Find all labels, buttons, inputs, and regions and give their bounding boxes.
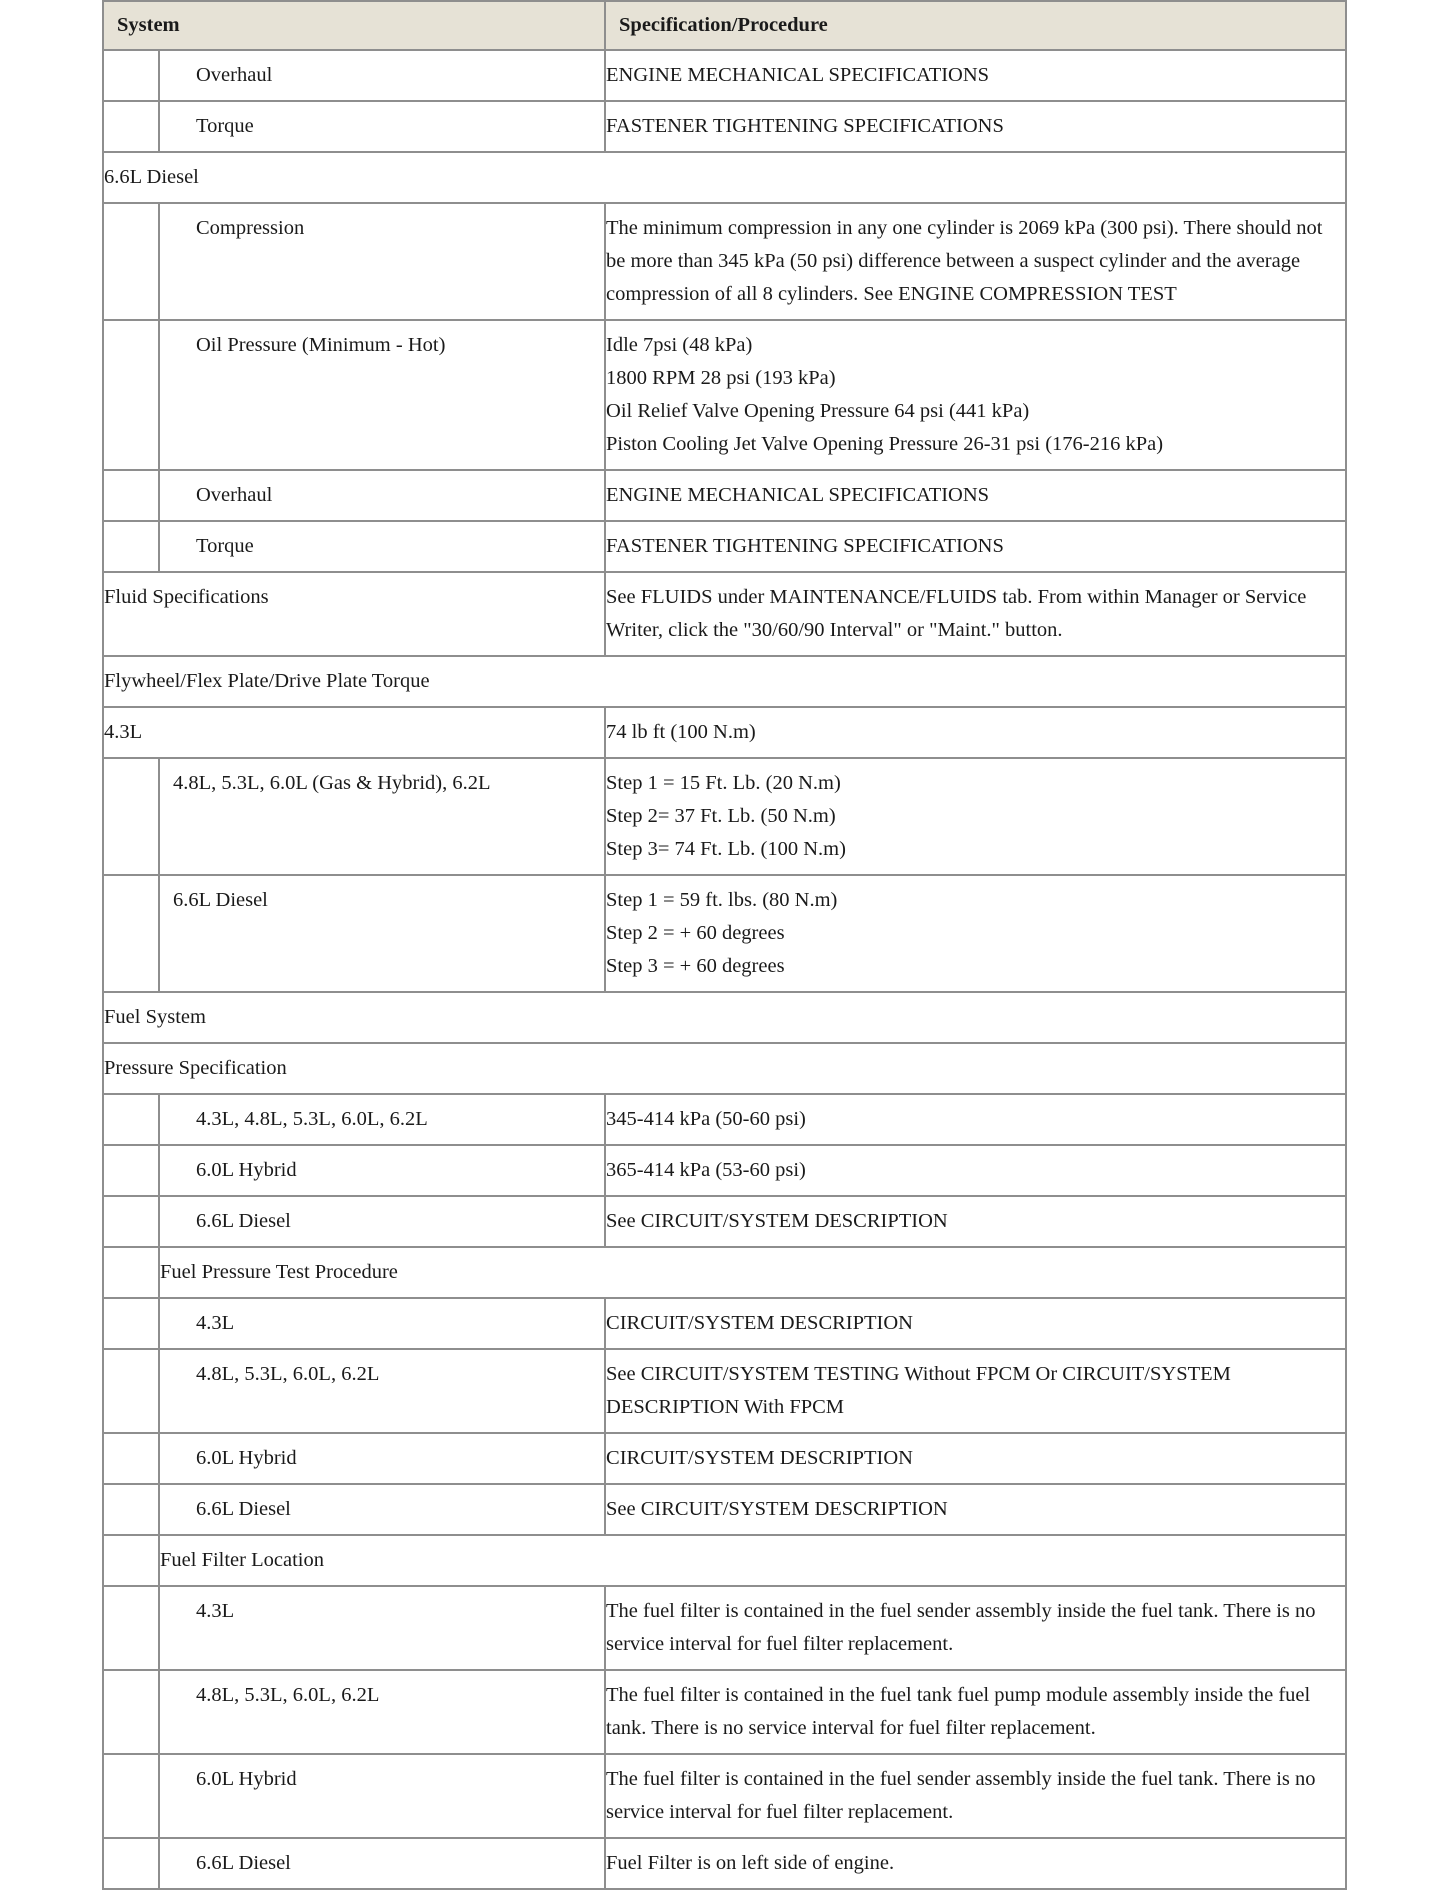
table-row xyxy=(103,875,1346,992)
table-row xyxy=(103,758,1346,875)
system-cell: Torque xyxy=(159,101,605,152)
system-cell: 4.3L, 4.8L, 5.3L, 6.0L, 6.2L xyxy=(159,1094,605,1145)
system-cell: 6.0L Hybrid xyxy=(159,1433,605,1484)
table-row xyxy=(103,521,1346,572)
system-cell: 4.3L xyxy=(159,1298,605,1349)
spec-line: Oil Relief Valve Opening Pressure 64 psi (441 kPa) xyxy=(606,400,1030,422)
system-cell: Pressure Specification xyxy=(103,1043,1346,1094)
spec-line: Idle 7psi (48 kPa) xyxy=(606,334,753,356)
header-row xyxy=(103,1,1346,50)
system-cell: 6.0L Hybrid xyxy=(159,1754,605,1838)
spec-cell: See CIRCUIT/SYSTEM TESTING Without FPCM Or CIRCUIT/SYSTEM DESCRIPTION With FPCM xyxy=(605,1349,1346,1433)
table-row xyxy=(103,1535,1346,1586)
system-cell: Overhaul xyxy=(159,50,605,101)
indent-cell xyxy=(103,1535,159,1586)
spec-cell: CIRCUIT/SYSTEM DESCRIPTION xyxy=(605,1433,1346,1484)
indent-cell xyxy=(103,1145,159,1196)
system-cell: 4.3L xyxy=(159,1586,605,1670)
indent-cell xyxy=(103,101,159,152)
system-cell: 4.8L, 5.3L, 6.0L (Gas & Hybrid), 6.2L xyxy=(159,758,605,875)
indent-cell xyxy=(103,1298,159,1349)
system-cell: 6.0L Hybrid xyxy=(159,1145,605,1196)
spec-line: Step 3= 74 Ft. Lb. (100 N.m) xyxy=(606,838,846,860)
spec-cell xyxy=(605,758,1346,875)
table-row xyxy=(103,1298,1346,1349)
table-row xyxy=(103,1433,1346,1484)
spec-line: Piston Cooling Jet Valve Opening Pressure 26-31 psi (176-216 kPa) xyxy=(606,433,1164,455)
system-cell: 6.6L Diesel xyxy=(103,152,1346,203)
spec-cell: CIRCUIT/SYSTEM DESCRIPTION xyxy=(605,1298,1346,1349)
spec-cell: 74 lb ft (100 N.m) xyxy=(605,707,1346,758)
indent-cell xyxy=(103,1484,159,1535)
table-row xyxy=(103,470,1346,521)
table-row xyxy=(103,1754,1346,1838)
indent-cell xyxy=(103,1196,159,1247)
system-cell: 4.3L xyxy=(103,707,605,758)
table-row xyxy=(103,101,1346,152)
table-row xyxy=(103,1349,1346,1433)
spec-cell: See CIRCUIT/SYSTEM DESCRIPTION xyxy=(605,1484,1346,1535)
indent-cell xyxy=(103,1349,159,1433)
spec-cell: The fuel filter is contained in the fuel tank fuel pump module assembly inside the fuel tank. There is no service interval for fuel filter replacement. xyxy=(605,1670,1346,1754)
indent-cell xyxy=(103,875,159,992)
system-cell: Fuel Pressure Test Procedure xyxy=(159,1247,1346,1298)
table-row xyxy=(103,152,1346,203)
system-cell: Oil Pressure (Minimum - Hot) xyxy=(159,320,605,470)
table-row xyxy=(103,656,1346,707)
table-row xyxy=(103,50,1346,101)
table-row xyxy=(103,320,1346,470)
system-cell: Fuel Filter Location xyxy=(159,1535,1346,1586)
system-cell: 6.6L Diesel xyxy=(159,875,605,992)
indent-cell xyxy=(103,470,159,521)
table-row xyxy=(103,707,1346,758)
spec-cell: ENGINE MECHANICAL SPECIFICATIONS xyxy=(605,470,1346,521)
spec-cell: FASTENER TIGHTENING SPECIFICATIONS xyxy=(605,521,1346,572)
indent-cell xyxy=(103,758,159,875)
system-cell: Compression xyxy=(159,203,605,320)
system-cell: Torque xyxy=(159,521,605,572)
spec-cell: FASTENER TIGHTENING SPECIFICATIONS xyxy=(605,101,1346,152)
spec-cell xyxy=(605,320,1346,470)
indent-cell xyxy=(103,1094,159,1145)
indent-cell xyxy=(103,1670,159,1754)
system-cell: Flywheel/Flex Plate/Drive Plate Torque xyxy=(103,656,1346,707)
spec-cell: ENGINE MECHANICAL SPECIFICATIONS xyxy=(605,50,1346,101)
indent-cell xyxy=(103,521,159,572)
spec-table xyxy=(102,0,1347,1890)
indent-cell xyxy=(103,50,159,101)
system-cell: Fluid Specifications xyxy=(103,572,605,656)
system-cell: 4.8L, 5.3L, 6.0L, 6.2L xyxy=(159,1670,605,1754)
spec-cell: 365-414 kPa (53-60 psi) xyxy=(605,1145,1346,1196)
spec-cell: See CIRCUIT/SYSTEM DESCRIPTION xyxy=(605,1196,1346,1247)
system-cell: 6.6L Diesel xyxy=(159,1484,605,1535)
spec-cell: Fuel Filter is on left side of engine. xyxy=(605,1838,1346,1889)
spec-cell: The fuel filter is contained in the fuel sender assembly inside the fuel tank. There is no service interval for fuel filter replacement. xyxy=(605,1586,1346,1670)
indent-cell xyxy=(103,203,159,320)
spec-line: Step 2= 37 Ft. Lb. (50 N.m) xyxy=(606,805,836,827)
table-row xyxy=(103,203,1346,320)
table-row xyxy=(103,1670,1346,1754)
table-row xyxy=(103,1043,1346,1094)
system-cell: 4.8L, 5.3L, 6.0L, 6.2L xyxy=(159,1349,605,1433)
spec-line: Step 3 = + 60 degrees xyxy=(606,955,785,977)
indent-cell xyxy=(103,1586,159,1670)
spec-cell: The fuel filter is contained in the fuel sender assembly inside the fuel tank. There is no service interval for fuel filter replacement. xyxy=(605,1754,1346,1838)
spec-line: Step 2 = + 60 degrees xyxy=(606,922,785,944)
system-cell: 6.6L Diesel xyxy=(159,1196,605,1247)
indent-cell xyxy=(103,1838,159,1889)
table-row xyxy=(103,1586,1346,1670)
header-system: System xyxy=(103,1,605,50)
spec-line: Step 1 = 59 ft. lbs. (80 N.m) xyxy=(606,889,838,911)
table-body xyxy=(103,50,1346,1889)
spec-cell: 345-414 kPa (50-60 psi) xyxy=(605,1094,1346,1145)
system-cell: Fuel System xyxy=(103,992,1346,1043)
indent-cell xyxy=(103,1247,159,1298)
table-row xyxy=(103,1196,1346,1247)
table-row xyxy=(103,1094,1346,1145)
spec-cell xyxy=(605,875,1346,992)
system-cell: 6.6L Diesel xyxy=(159,1838,605,1889)
system-cell: Overhaul xyxy=(159,470,605,521)
table-row xyxy=(103,992,1346,1043)
indent-cell xyxy=(103,320,159,470)
header-spec: Specification/Procedure xyxy=(605,1,1346,50)
table-row xyxy=(103,1838,1346,1889)
table-row xyxy=(103,1145,1346,1196)
spec-cell: See FLUIDS under MAINTENANCE/FLUIDS tab. From within Manager or Service Writer, click the "30/60/90 Interval" or "Maint." button. xyxy=(605,572,1346,656)
table-row xyxy=(103,1247,1346,1298)
spec-line: 1800 RPM 28 psi (193 kPa) xyxy=(606,367,836,389)
table-row xyxy=(103,572,1346,656)
indent-cell xyxy=(103,1754,159,1838)
indent-cell xyxy=(103,1433,159,1484)
spec-cell: The minimum compression in any one cylinder is 2069 kPa (300 psi). There should not be more than 345 kPa (50 psi) difference between a suspect cylinder and the average compression of all 8 cylinders. See ENGINE COMPRESSION TEST xyxy=(605,203,1346,320)
spec-line: Step 1 = 15 Ft. Lb. (20 N.m) xyxy=(606,772,841,794)
table-row xyxy=(103,1484,1346,1535)
